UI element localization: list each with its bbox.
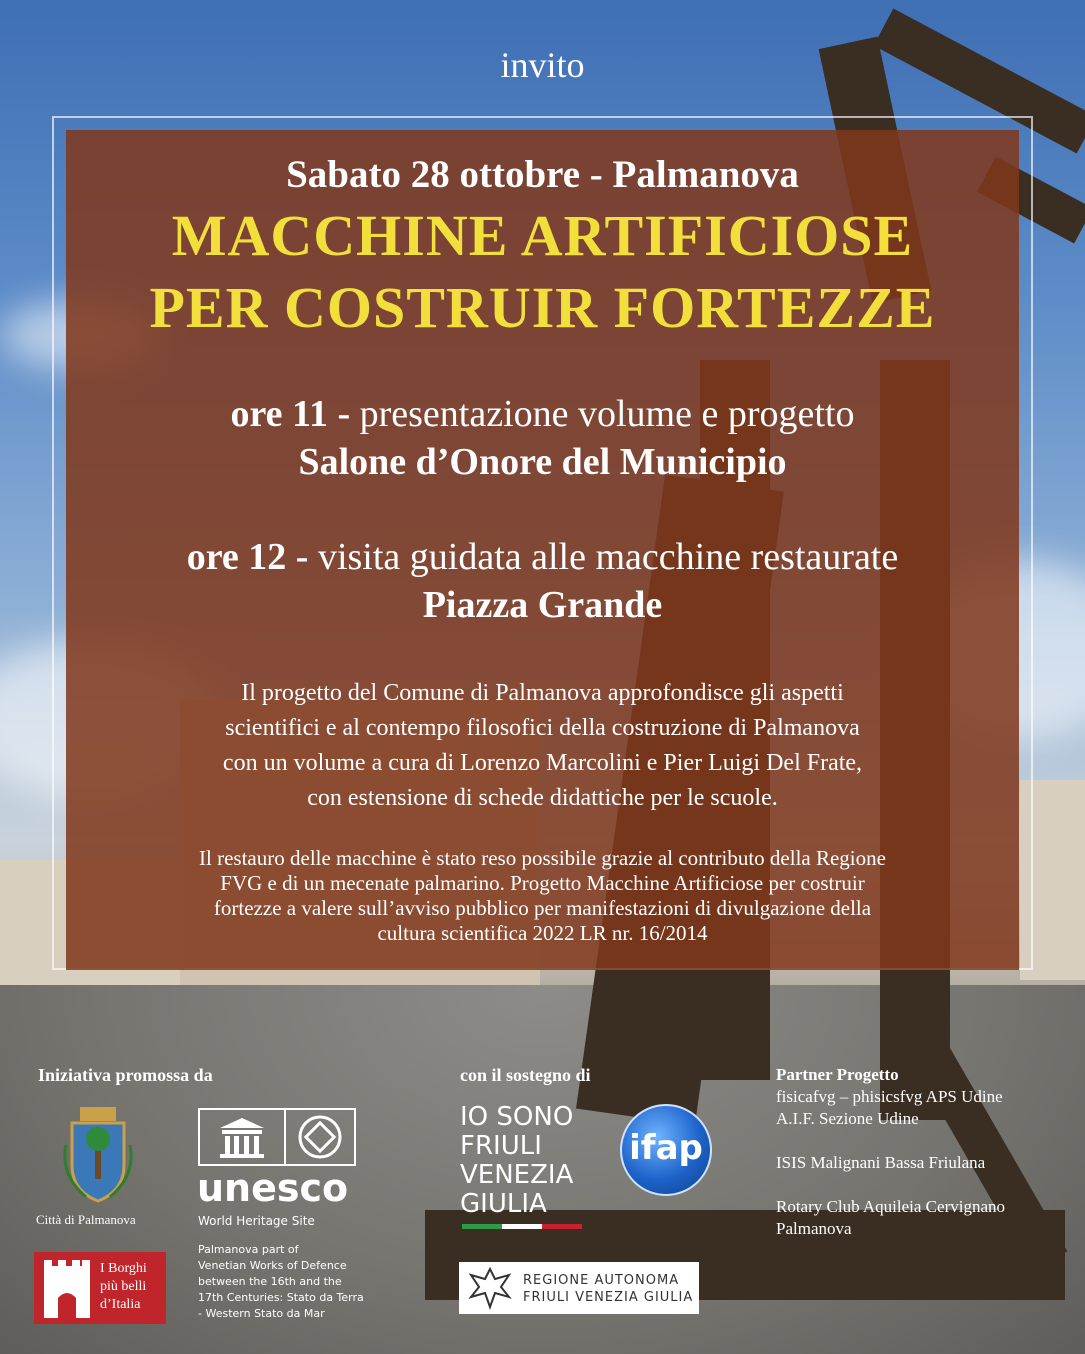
temple-icon — [200, 1110, 284, 1164]
unesco-desc-line: - Western Stato da Mar — [198, 1307, 325, 1320]
partner-list — [776, 1064, 1005, 1240]
unesco-desc-line: between the 16th and the — [198, 1275, 342, 1288]
funding-line: Il restauro delle macchine è stato reso possibile grazie al contributo della Regione — [199, 846, 886, 870]
project-description — [66, 676, 1019, 816]
fvg-logo-line: VENEZIA — [460, 1160, 574, 1190]
fvg-logo-line: GIULIA — [460, 1189, 547, 1219]
partner-item: A.I.F. Sezione Udine — [776, 1109, 919, 1128]
world-heritage-label: World Heritage Site — [198, 1214, 315, 1228]
unesco-word: unesco — [197, 1166, 349, 1210]
promoted-by-heading: Iniziativa promossa da — [38, 1065, 213, 1085]
event2-line — [66, 535, 1019, 579]
ifap-logo — [620, 1104, 712, 1196]
partner-spacer — [776, 1174, 1005, 1196]
funding-line: FVG e di un mecenate palmarino. Progetto Macchine Artificiose per costruir — [220, 871, 865, 895]
unesco-desc-line: Venetian Works of Defence — [198, 1259, 347, 1272]
event1-line — [66, 392, 1019, 436]
event1-place: Salone d’Onore del Municipio — [298, 441, 787, 483]
event1-time: ore 11 - — [230, 393, 351, 435]
description-line: con estensione di schede didattiche per le scuole. — [307, 785, 778, 811]
city-label: Città di Palmanova — [36, 1212, 136, 1227]
regione-line: FRIULI VENEZIA GIULIA — [523, 1290, 694, 1305]
unesco-emblem — [198, 1108, 356, 1166]
partner-item: Palmanova — [776, 1219, 852, 1238]
ifap-text: ifap — [629, 1128, 703, 1168]
support-heading: con il sostegno di — [460, 1065, 591, 1085]
description-line: Il progetto del Comune di Palmanova approfondisce gli aspetti — [241, 680, 844, 706]
event2-time: ore 12 - — [186, 536, 309, 578]
event-title-line1: MACCHINE ARTIFICIOSE — [171, 203, 914, 268]
io-sono-fvg-logo — [460, 1103, 573, 1219]
fvg-logo-line: IO SONO — [460, 1102, 574, 1132]
event-date: Sabato 28 ottobre - Palmanova — [286, 153, 799, 196]
palmanova-crest-logo — [58, 1105, 138, 1205]
regione-line: REGIONE AUTONOMA — [523, 1273, 680, 1288]
partner-heading: Partner Progetto — [776, 1065, 899, 1084]
borghi-line: d’Italia — [100, 1297, 141, 1312]
borghi-logo — [34, 1252, 166, 1324]
funding-line: cultura scientifica 2022 LR nr. 16/2014 — [377, 921, 708, 945]
tricolor-bar — [462, 1224, 582, 1229]
partner-spacer — [776, 1130, 1005, 1152]
description-line: scientifici e al contempo filosofici della costruzione di Palmanova — [225, 715, 860, 741]
castle-icon — [36, 1252, 98, 1324]
event2-desc: visita guidata alle macchine restaurate — [317, 536, 899, 578]
partner-item: fisicafvg – phisicsfvg APS Udine — [776, 1087, 1003, 1106]
world-heritage-icon — [288, 1110, 348, 1164]
invito-label: invito — [500, 45, 585, 85]
partner-item: ISIS Malignani Bassa Friulana — [776, 1153, 986, 1172]
event2-place: Piazza Grande — [422, 584, 663, 626]
partner-item: Rotary Club Aquileia Cervignano — [776, 1197, 1005, 1216]
description-line: con un volume a cura di Lorenzo Marcolini e Pier Luigi Del Frate, — [222, 750, 863, 776]
borghi-line: I Borghi — [100, 1261, 147, 1276]
funding-line: fortezze a valere sull’avviso pubblico per manifestazioni di divulgazione della — [213, 896, 872, 920]
eagle-icon — [465, 1263, 515, 1313]
event1-desc: presentazione volume e progetto — [359, 393, 855, 435]
borghi-line: più belli — [100, 1279, 147, 1294]
fvg-logo-line: FRIULI — [460, 1131, 542, 1161]
unesco-description — [198, 1242, 364, 1322]
unesco-desc-line: Palmanova part of — [198, 1243, 299, 1256]
regione-fvg-logo — [459, 1262, 699, 1314]
funding-note — [66, 846, 1019, 946]
unesco-desc-line: 17th Centuries: Stato da Terra — [198, 1291, 364, 1304]
event-title-line2: PER COSTRUIR FORTEZZE — [149, 275, 936, 340]
